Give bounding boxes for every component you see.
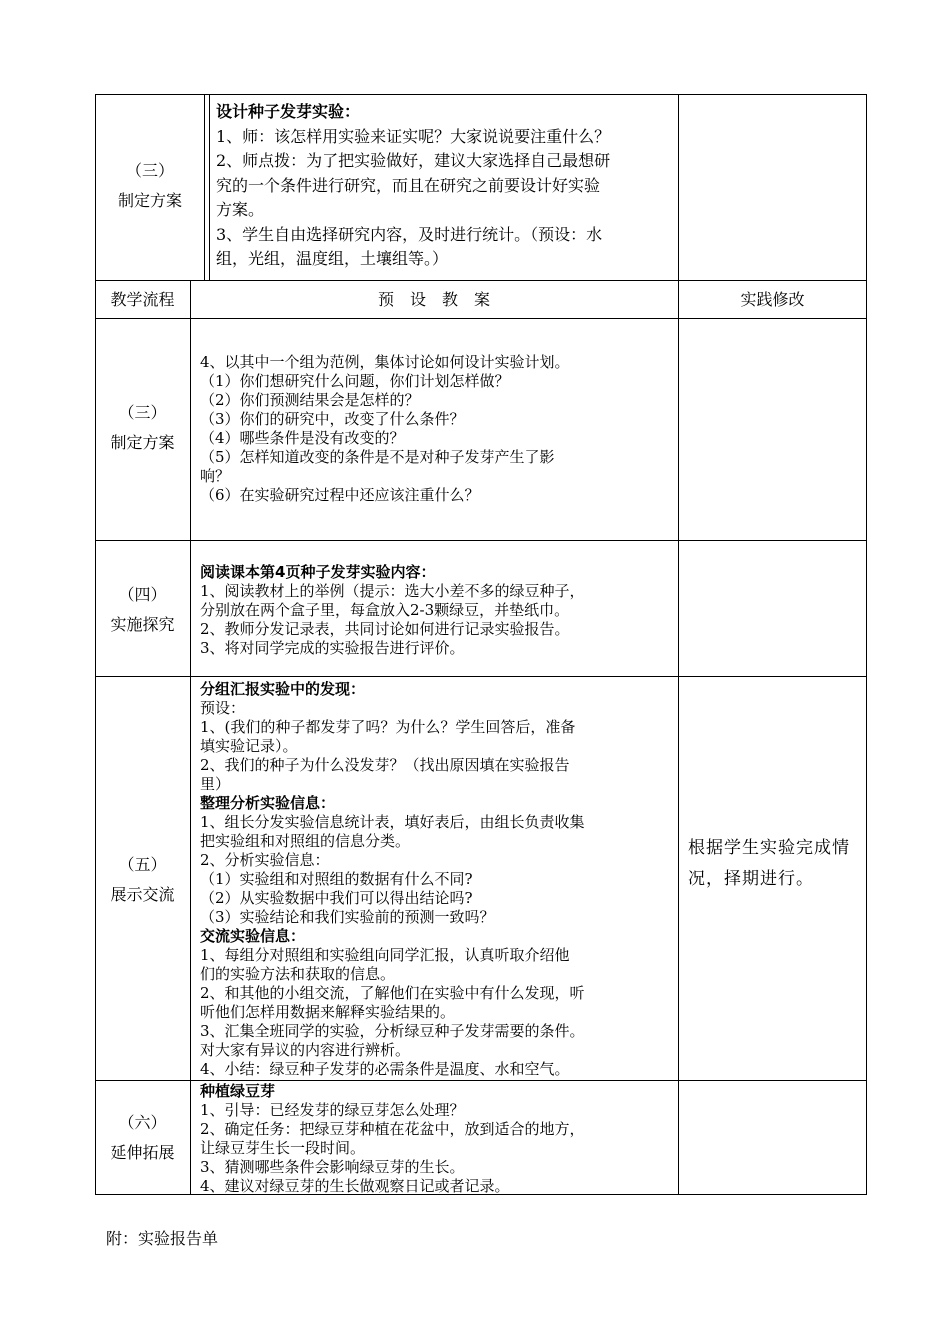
col-divider [209,94,210,281]
col-divider [678,94,679,281]
stage-number: （三） [125,161,174,180]
lesson-content-3 [200,353,676,505]
content-line: （3）你们的研究中，改变了什么条件？ [200,410,465,428]
content-line: 1、引导：已经发芽的绿豆芽怎么处理？ [200,1101,465,1119]
stage-name: 制定方案 [117,191,182,210]
row-divider [95,1080,867,1081]
content-line: 2、教师分发记录表，共同讨论如何进行记录实验报告。 [200,620,570,638]
content-line: （4）哪些条件是没有改变的？ [200,429,405,447]
content-line: 3、猜测哪些条件会影响绿豆芽的生长。 [200,1158,465,1176]
content-line: （5）怎样知道改变的条件是不是对种子发芽产生了影 [200,448,555,466]
content-line: 3、学生自由选择研究内容，及时进行统计。（预设：水 [216,224,603,244]
content-line: 2、我们的种子为什么没发芽？（找出原因填在实验报告 [200,756,570,774]
content-line: 4、小结：绿豆种子发芽的必需条件是温度、水和空气。 [200,1060,570,1078]
section-heading: 整理分析实验信息： [200,794,336,812]
section-heading: 种植绿豆芽 [200,1082,276,1100]
content-line: 4、以其中一个组为范例，集体讨论如何设计实验计划。 [200,353,570,371]
content-line: （2）你们预测结果会是怎样的？ [200,391,420,409]
stage-number: （五） [118,855,167,874]
lesson-content-4 [200,563,676,658]
stage-number: （六） [118,1113,167,1132]
stage-name: 实施探究 [110,615,175,634]
appendix-label: 附：实验报告单 [106,1229,219,1248]
stage-cell-top [95,156,205,216]
content-line: 2、师点拨：为了把实验做好，建议大家选择自己最想研 [216,151,611,170]
header-lesson-plan: 预 设 教 案 [377,290,490,309]
stage-cell-6 [95,1108,190,1168]
lesson-content-6 [200,1082,676,1196]
content-line: 预设： [200,699,246,717]
content-line: （2）从实验数据中我们可以得出结论吗? [200,889,473,907]
content-line: 2、和其他的小组交流，了解他们在实验中有什么发现，听 [200,984,585,1002]
row-divider [95,540,867,541]
content-line: 1、师：该怎样用实验来证实呢？大家说说要注重什么？ [216,126,611,146]
stage-cell-4 [95,580,190,640]
section-heading: 设计种子发芽实验： [216,102,361,121]
content-line: 里） [200,775,231,793]
stage-name: 展示交流 [110,885,175,904]
header-practice-revision: 实践修改 [740,290,805,309]
content-line: 响？ [200,467,231,485]
section-heading: 阅读课本第4页种子发芽实验内容： [200,563,436,581]
lesson-content-5 [200,680,676,1079]
content-line: 1、阅读教材上的举例（提示：选大小差不多的绿豆种子， [200,582,585,600]
stage-cell-5 [95,850,190,910]
section-heading: 交流实验信息： [200,927,306,945]
content-line: 3、汇集全班同学的实验，分析绿豆种子发芽需要的条件。 [200,1022,585,1040]
content-line: （1）你们想研究什么问题，你们计划怎样做？ [200,372,510,390]
col-divider [190,280,191,1195]
stage-cell-3 [95,398,190,458]
content-line: 填实验记录）。 [200,737,298,755]
content-line: 2、确定任务：把绿豆芽种植在花盆中，放到适合的地方， [200,1120,585,1138]
content-line: （1）实验组和对照组的数据有什么不同? [200,870,473,888]
content-line: 分别放在两个盒子里，每盒放入2-3颗绿豆，并垫纸巾。 [200,601,570,619]
row-divider [95,676,867,677]
content-line: 1、组长分发实验信息统计表，填好表后，由组长负责收集 [200,813,585,831]
content-line: 究的一个条件进行研究，而且在研究之前要设计好实验 [216,175,601,195]
content-line: （6）在实验研究过程中还应该注重什么？ [200,486,480,504]
content-line: 3、将对同学完成的实验报告进行评价。 [200,639,465,657]
section-heading: 分组汇报实验中的发现： [200,680,366,698]
stage-name: 延伸拓展 [110,1143,175,1162]
content-line: （3）实验结论和我们实验前的预测一致吗？ [200,908,495,926]
content-line: 们的实验方法和获取的信息。 [200,965,396,983]
content-line: 听他们怎样用数据来解释实验结果的。 [200,1003,456,1021]
lesson-content-top [216,100,676,272]
stage-number: （三） [118,403,167,422]
content-line: 把实验组和对照组的信息分类。 [200,832,411,850]
content-line: 1、(我们的种子都发芽了吗？为什么？学生回答后，准备 [200,718,576,736]
content-line: 4、建议对绿豆芽的生长做观察日记或者记录。 [200,1177,510,1195]
content-line: 2、分析实验信息： [200,851,330,869]
stage-number: （四） [118,585,167,604]
practice-revision-note: 根据学生实验完成情况，择期进行。 [688,838,850,889]
col-divider [678,280,679,1195]
content-line: 方案。 [216,200,265,219]
content-line: 组，光组，温度组，土壤组等。） [216,249,449,268]
content-line: 1、每组分对照组和实验组向同学汇报，认真听取介绍他 [200,946,570,964]
content-line: 让绿豆芽生长一段时间。 [200,1139,366,1157]
stage-name: 制定方案 [110,433,175,452]
header-teaching-process: 教学流程 [110,290,175,309]
content-line: 对大家有异议的内容进行辨析。 [200,1041,411,1059]
